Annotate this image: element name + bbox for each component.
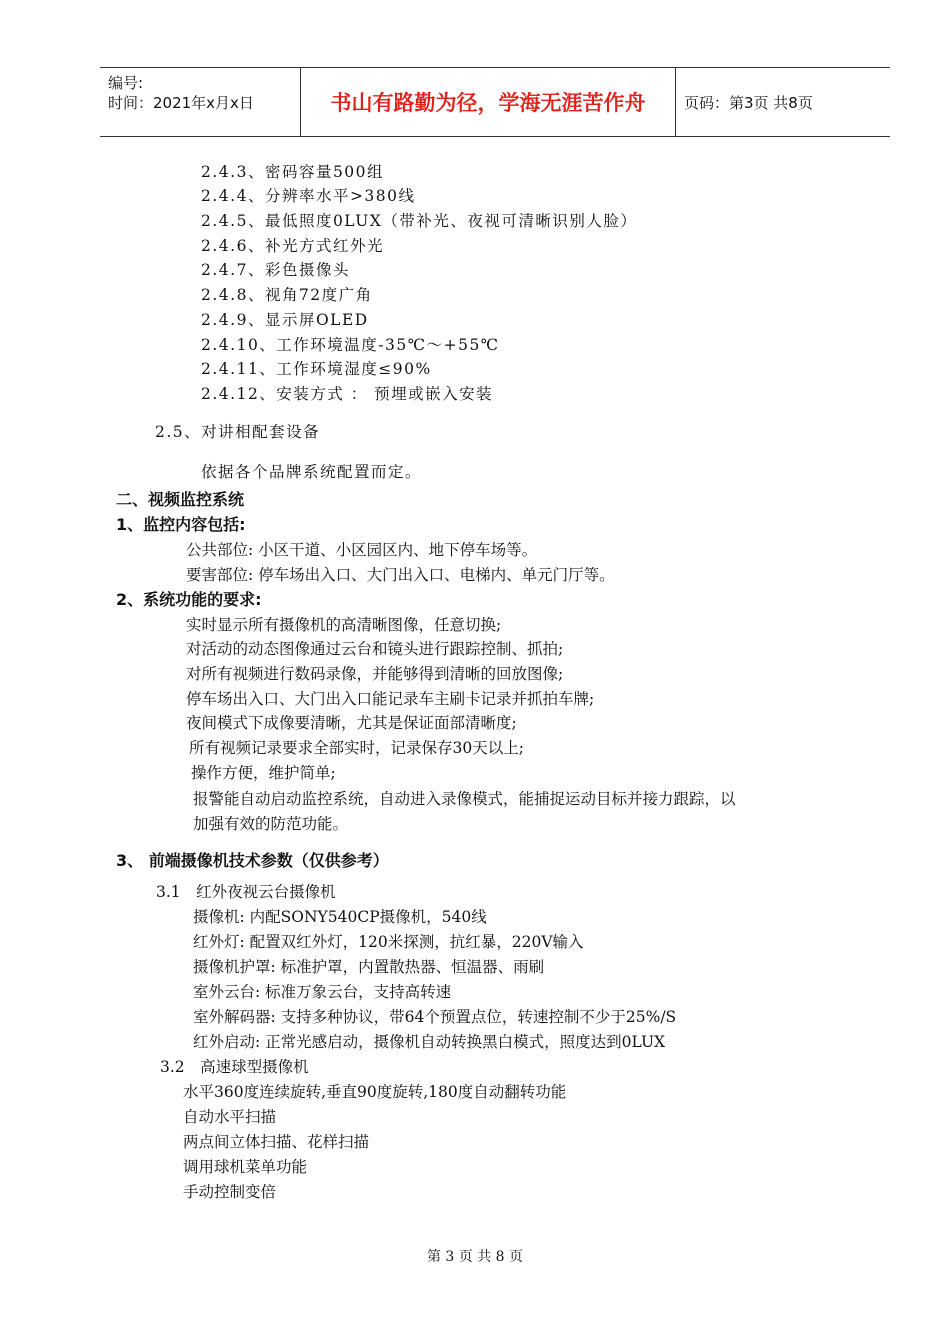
camera-param-line: 摄像机护罩: 标准护罩，内置散热器、恒温器、雨刷 [193,958,545,976]
requirement-line: 对活动的动态图像通过云台和镜头进行跟踪控制、抓拍; [186,640,564,658]
monitor-content-line: 公共部位: 小区干道、小区园区内、地下停车场等。 [186,541,538,559]
subsection-heading-2: 2、系统功能的要求: [116,590,262,609]
requirement-line: 加强有效的防范功能。 [193,815,349,833]
spec-item: 2.4.9、显示屏OLED [201,311,369,329]
spec-item: 2.4.12、安装方式 ： 预埋或嵌入安装 [201,385,494,403]
camera-param-line: 室外解码器: 支持多种协议，带64个预置点位，转速控制不少于25%/S [193,1008,677,1026]
camera-param-line: 室外云台: 标准万象云台，支持高转速 [193,983,452,1001]
camera-param-line: 红外灯: 配置双红外灯，120米探测，抗红暴，220V输入 [193,933,584,951]
section-2-5-heading: 2.5、对讲相配套设备 [155,423,321,441]
section-2-5-text: 依据各个品牌系统配置而定。 [201,463,423,481]
spec-item: 2.4.8、视角72度广角 [201,286,373,304]
dome-camera-line: 水平360度连续旋转,垂直90度旋转,180度自动翻转功能 [183,1083,567,1101]
camera-3-2-heading: 3.2 高速球型摄像机 [160,1058,309,1076]
requirement-line: 对所有视频进行数码录像，并能够得到清晰的回放图像; [186,665,564,683]
camera-3-1-heading: 3.1 红外夜视云台摄像机 [156,883,336,901]
requirement-line: 所有视频记录要求全部实时，记录保存30天以上; [189,739,524,757]
spec-item: 2.4.4、分辨率水平>380线 [201,187,416,205]
spec-item: 2.4.7、彩色摄像头 [201,261,350,279]
spec-item: 2.4.5、最低照度0LUX（带补光、夜视可清晰识别人脸） [201,212,638,230]
spec-item: 2.4.10、工作环境温度-35℃～+55℃ [201,336,500,354]
section-title-video: 二、视频监控系统 [116,490,245,509]
requirement-line: 操作方便，维护简单; [191,764,336,782]
requirement-line: 夜间模式下成像要清晰，尤其是保证面部清晰度; [186,714,517,732]
subsection-heading-3: 3、 前端摄像机技术参数（仅供参考） [116,851,389,870]
page-header [100,67,890,137]
requirement-line: 报警能自动启动监控系统，自动进入录像模式，能捕捉运动目标并接力跟踪，以 [193,790,736,808]
spec-item: 2.4.6、补光方式红外光 [201,237,384,255]
camera-param-line: 红外启动: 正常光感启动，摄像机自动转换黑白模式，照度达到0LUX [193,1033,666,1051]
header-motto: 书山有路勤为径，学海无涯苦作舟 [301,68,676,136]
dome-camera-line: 手动控制变倍 [183,1183,277,1201]
header-page-info: 页码：第3页 共8页 [684,93,813,112]
dome-camera-line: 自动水平扫描 [183,1108,277,1126]
monitor-content-line: 要害部位: 停车场出入口、大门出入口、电梯内、单元门厅等。 [186,566,615,584]
spec-item: 2.4.11、工作环境湿度≤90% [201,360,432,378]
page-footer: 第 3 页 共 8 页 [426,1249,524,1265]
camera-param-line: 摄像机: 内配SONY540CP摄像机，540线 [193,908,487,926]
subsection-heading-1: 1、监控内容包括: [116,515,246,534]
dome-camera-line: 两点间立体扫描、花样扫描 [183,1133,370,1151]
header-meta [100,68,301,136]
document-number-label: 编号: [108,74,144,92]
requirement-line: 停车场出入口、大门出入口能记录车主刷卡记录并抓拍车牌; [186,690,595,708]
requirement-line: 实时显示所有摄像机的高清晰图像，任意切换; [186,616,502,634]
dome-camera-line: 调用球机菜单功能 [183,1158,308,1176]
document-date: 时间：2021年x月x日 [108,94,254,112]
spec-item: 2.4.3、密码容量500组 [201,163,385,181]
